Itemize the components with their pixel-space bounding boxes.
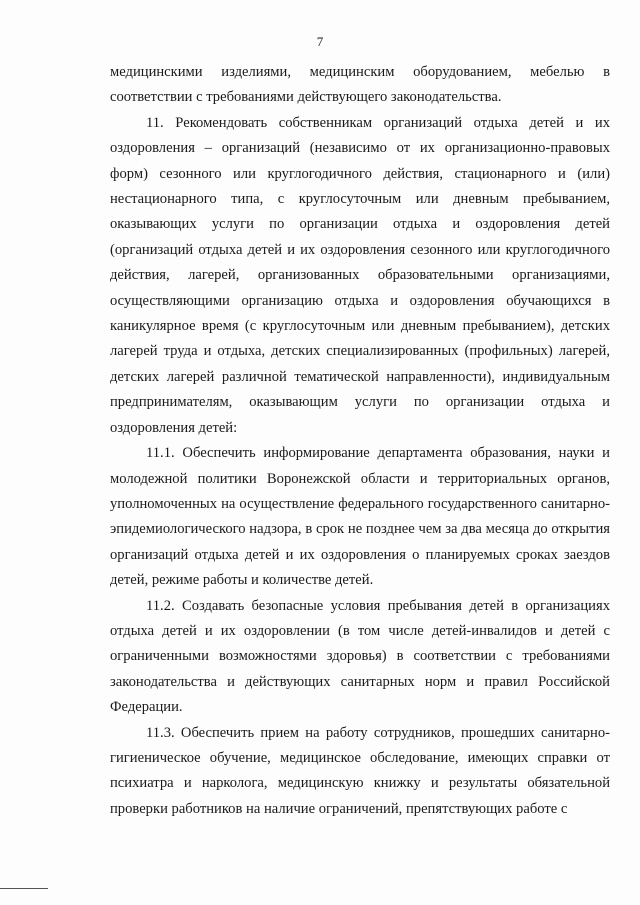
footer-rule: [0, 888, 48, 889]
paragraph-continuation: медицинскими изделиями, медицинским оборудованием, мебелью в соответствии с требованиями действующего законодательства.: [110, 64, 610, 106]
paragraph-11: 11. Рекомендовать собственникам организаций отдыха детей и их оздоровления – организаций (независимо от их организационно-правовых форм) сезонного или круглогодичного действия, стационарного и (или) нестационарного типа, с круглосуточным или дневным пребыванием, оказывающих услуги по организации отдыха и оздоровления детей (организаций отдыха детей и их оздоровления сезонного или круглогодичного действия, лагерей, организованных образовательными организациями, осуществляющими организацию отдыха и оздоровления обучающихся в каникулярное время (с круглосуточным или дневным пребыванием), детских лагерей труда и отдыха, детских специализированных (профильных) лагерей, детских лагерей различной тематической направленности), индивидуальным предпринимателям, оказывающим услуги по организации отдыха и оздоровления детей:: [110, 114, 610, 436]
page-number: 7: [316, 34, 324, 49]
paragraph-11-1: 11.1. Обеспечить информирование департамента образования, науки и молодежной политики Воронежской области и территориальных органов, уполномоченных на осуществление федерального государственного санитарно-эпидемиологического надзора, в срок не позднее чем за два месяца до открытия организаций отдыха детей и их оздоровления о планируемых сроках заездов детей, режиме работы и количестве детей.: [110, 445, 610, 589]
document-body: [110, 60, 610, 822]
paragraph-11-3: 11.3. Обеспечить прием на работу сотрудников, прошедших санитарно-гигиеническое обучение, медицинское обследование, имеющих справки от психиатра и нарколога, медицинскую книжку и результаты обязательной проверки работников на наличие ограничений, препятствующих работе с: [110, 724, 610, 817]
paragraph-11-2: 11.2. Создавать безопасные условия пребывания детей в организациях отдыха детей и их оздоровлении (в том числе детей-инвалидов и детей с ограниченными возможностями здоровья) в соответствии с требованиями законодательства и действующих санитарных норм и правил Российской Федерации.: [110, 597, 610, 716]
